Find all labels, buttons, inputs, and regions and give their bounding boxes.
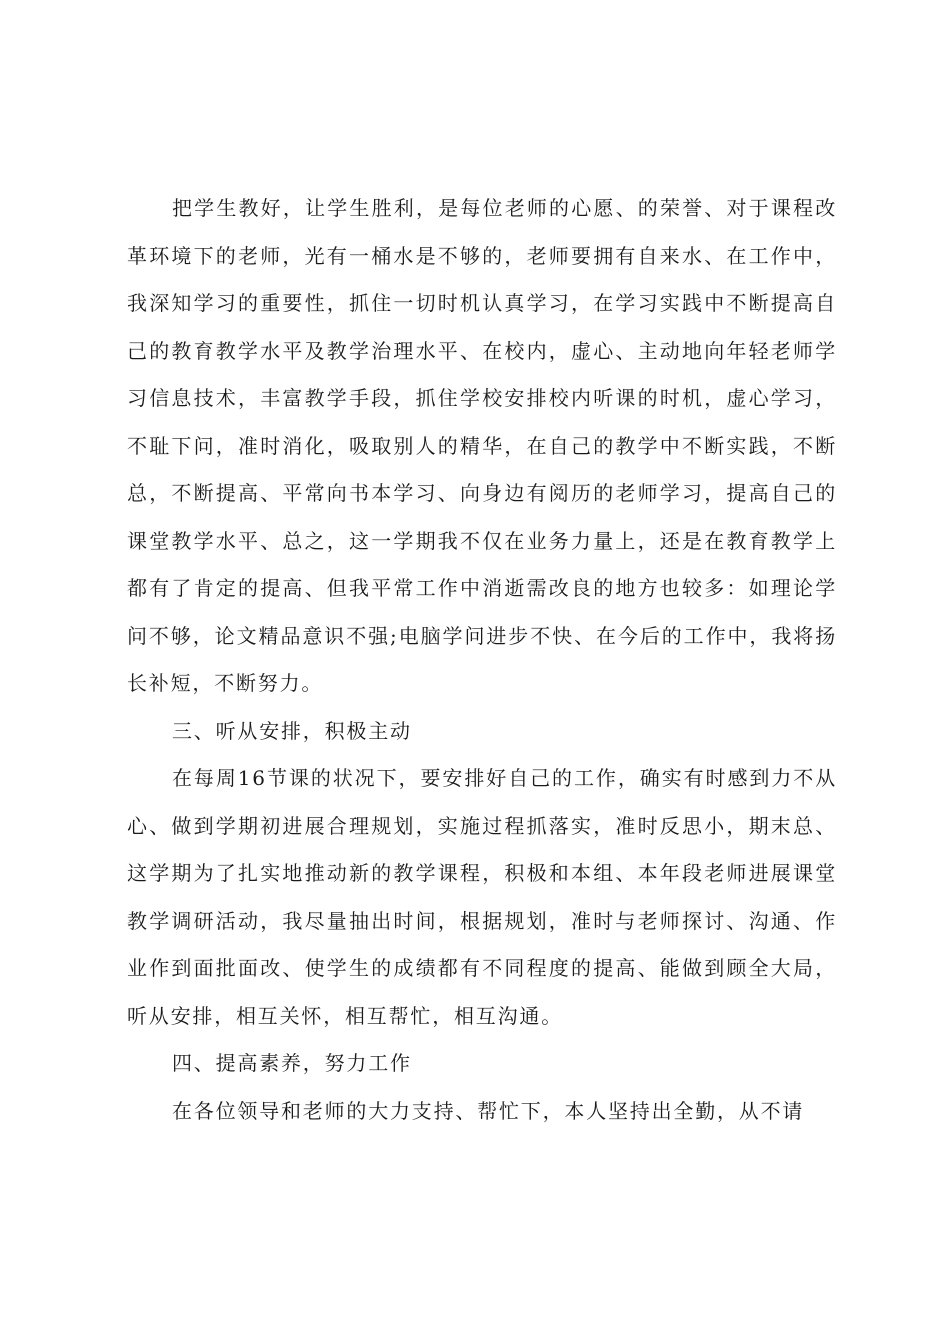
paragraph-attendance: 在各位领导和老师的大力支持、帮忙下，本人坚持出全勤，从不请 [172, 1098, 805, 1123]
section-heading-obey-arrangement: 三、听从安排，积极主动 [172, 718, 412, 743]
paragraph-learning: 把学生教好，让学生胜利，是每位老师的心愿、的荣誉、对于课程改革环境下的老师，光有一桶水是不够的，老师要拥有自来水、在工作中，我深知学习的重要性，抓住一切时机认真学习，在学习实践中不断提高自己的教育教学水平及教学治理水平、在校内，虚心、主动地向年轻老师学习信息技术，丰富教学手段，抓住学校安排校内听课的时机，虚心学习，不耻下问，准时消化，吸取别人的精华，在自己的教学中不断实践，不断总，不断提高、平常向书本学习、向身边有阅历的老师学习，提高自己的课堂教学水平、总之，这一学期我不仅在业务力量上，还是在教育教学上都有了肯定的提高、但我平常工作中消逝需改良的地方也较多：如理论学问不够，论文精品意识不强;电脑学问进步不快、在今后的工作中，我将扬长补短，不断努力。 [127, 196, 837, 695]
document-body [127, 185, 837, 1135]
section-heading-improve-quality: 四、提高素养，努力工作 [172, 1051, 412, 1075]
paragraph-workload: 在每周16节课的状况下，要安排好自己的工作，确实有时感到力不从心、做到学期初进展合理规划，实施过程抓落实，准时反思小，期末总、这学期为了扎实地推动新的教学课程，积极和本组、本年段老师进展课堂教学调研活动，我尽量抽出时间，根据规划，准时与老师探讨、沟通、作业作到面批面改、使学生的成绩都有不同程度的提高、能做到顾全大局，听从安排，相互关怀，相互帮忙，相互沟通。 [127, 766, 837, 1028]
